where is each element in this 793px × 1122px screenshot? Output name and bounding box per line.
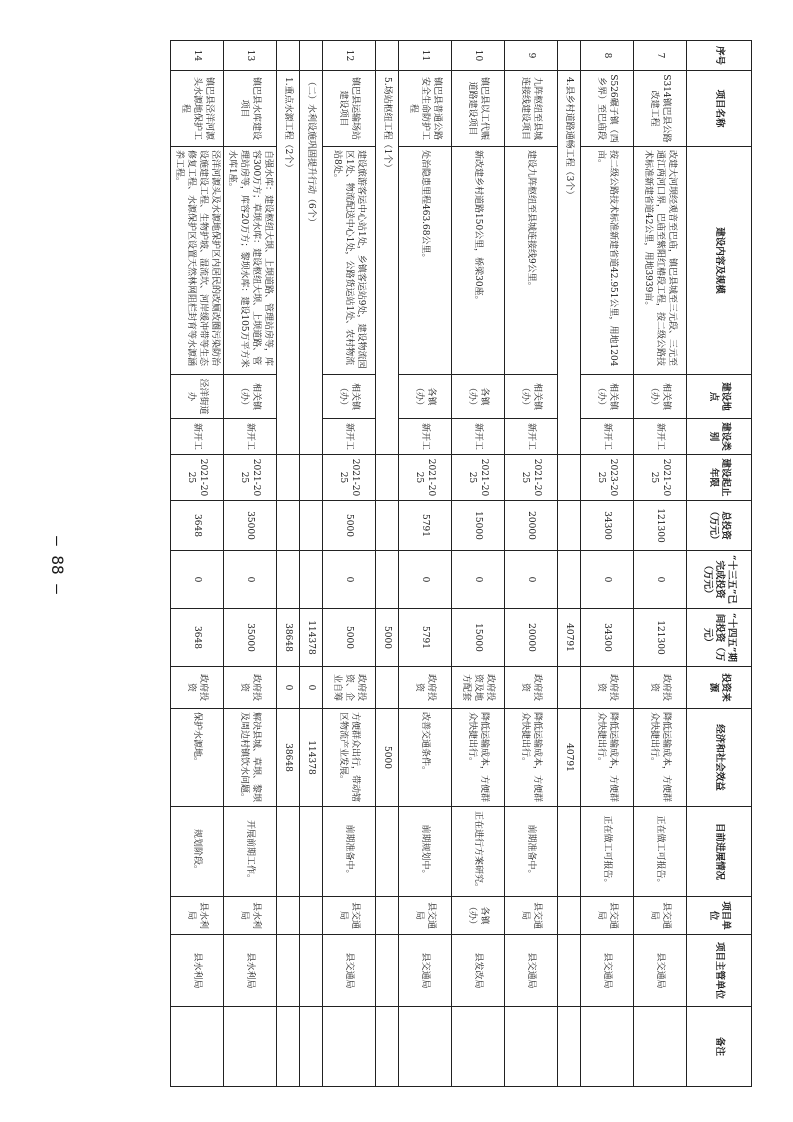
table-cell: 114378 — [300, 609, 323, 667]
table-cell: 县水利局 — [224, 897, 277, 935]
table-cell: 开展前期工作。 — [224, 807, 277, 897]
table-cell: 镇巴县运输场站建设项目 — [323, 71, 376, 147]
table-cell: 15000 — [452, 501, 505, 551]
table-cell — [558, 1007, 581, 1087]
rotated-page — [62, 40, 752, 1086]
table-cell: 35000 — [224, 501, 277, 551]
table-cell: 九阵枢纽至县城连接线建设项目 — [505, 71, 558, 147]
table-cell: 新开工 — [399, 419, 452, 455]
table-cell: 8 — [581, 41, 634, 71]
table-header-row — [687, 41, 752, 1087]
table-cell — [277, 551, 300, 609]
column-header: 项目名称 — [687, 71, 752, 147]
table-cell: 降低运输成本，方便群众快捷出行。 — [452, 709, 505, 807]
table-cell: 34300 — [581, 501, 634, 551]
table-cell: 新开工 — [323, 419, 376, 455]
table-cell — [558, 455, 581, 501]
table-cell: 15000 — [452, 609, 505, 667]
table-cell: 改善交通条件。 — [399, 709, 452, 807]
table-cell: 20000 — [505, 609, 558, 667]
table-row — [634, 41, 687, 1087]
table-row — [171, 41, 224, 1087]
table-cell — [277, 501, 300, 551]
table-cell: 泾洋河源头及水源地保护区内居民的改厕改圈污染防治设施建设工程、生物护坡、湿流坎、河岸缓冲带等生态修复工程、水源保护区设置天然林网阻栏封育等水源涵养工程。 — [171, 147, 224, 375]
table-cell: S314镇巴县公路改建工程 — [634, 71, 687, 147]
table-cell: 121300 — [634, 609, 687, 667]
table-row — [399, 41, 452, 1087]
table-cell — [505, 1007, 558, 1087]
table-cell: 县交通局 — [323, 935, 376, 1007]
table-cell: 规划阶段。 — [171, 807, 224, 897]
table-cell: 相关镇（办） — [581, 375, 634, 419]
table-cell — [300, 1007, 323, 1087]
table-cell — [300, 455, 323, 501]
table-cell: 县交通局 — [323, 897, 376, 935]
table-cell — [376, 501, 399, 551]
table-cell: 5791 — [399, 501, 452, 551]
table-cell: 10 — [452, 41, 505, 71]
table-cell: 县交通局 — [505, 935, 558, 1007]
table-cell: 35000 — [224, 609, 277, 667]
table-cell: 38648 — [277, 609, 300, 667]
table-cell — [277, 807, 300, 897]
table-cell: 降低运输成本，方便群众快捷出行。 — [581, 709, 634, 807]
table-cell: 7 — [634, 41, 687, 71]
table-cell: 13 — [224, 41, 277, 71]
table-cell — [376, 1007, 399, 1087]
table-cell: 县交通局 — [634, 897, 687, 935]
table-cell: 2021-2025 — [323, 455, 376, 501]
table-cell: 县交通局 — [634, 935, 687, 1007]
table-cell — [376, 897, 399, 935]
table-cell: 2021-2025 — [171, 455, 224, 501]
table-cell: 县水利局 — [224, 935, 277, 1007]
table-cell: 镇巴县普通公路安全生命防护工程 — [399, 71, 452, 147]
table-cell: 保护水源地。 — [171, 709, 224, 807]
table-cell: 0 — [581, 551, 634, 609]
table-cell: 新开工 — [581, 419, 634, 455]
table-cell: 0 — [224, 551, 277, 609]
table-cell: 新开工 — [171, 419, 224, 455]
column-header: 项目主管单位 — [687, 935, 752, 1007]
column-header: 序号 — [687, 41, 752, 71]
table-cell: 处治隐患里程463.68公里。 — [399, 147, 452, 375]
table-cell — [277, 455, 300, 501]
table-cell: S526碾子镇（西乡界）至巴庙段 — [581, 71, 634, 147]
table-cell: 解决县城、草坝、黎坝及周边村镇饮水问题。 — [224, 709, 277, 807]
table-cell: 县发改局 — [452, 935, 505, 1007]
table-cell: 5.场站枢纽工程（1个） — [376, 71, 399, 455]
table-cell: 前期准备中。 — [505, 807, 558, 897]
table-cell — [277, 41, 300, 71]
table-cell — [323, 1007, 376, 1087]
column-header: 建设类别 — [687, 419, 752, 455]
table-cell: 12 — [323, 41, 376, 71]
table-cell — [558, 807, 581, 897]
table-cell: 40791 — [558, 709, 581, 807]
table-cell: 相关镇（办） — [634, 375, 687, 419]
table-cell: 县交通局 — [399, 935, 452, 1007]
table-row — [505, 41, 558, 1087]
table-cell: 新开工 — [452, 419, 505, 455]
table-cell: 2021-2025 — [224, 455, 277, 501]
table-cell — [277, 1007, 300, 1087]
table-cell: 政府投资 — [224, 667, 277, 709]
table-cell — [558, 501, 581, 551]
table-cell: 0 — [634, 551, 687, 609]
column-header: 建设内容及规模 — [687, 147, 752, 375]
table-cell: 政府投资 — [399, 667, 452, 709]
section-row — [277, 41, 300, 1087]
table-cell — [558, 41, 581, 71]
column-header: 建设地点 — [687, 375, 752, 419]
table-cell: 5791 — [399, 609, 452, 667]
table-cell: 各镇（办） — [452, 375, 505, 419]
table-cell — [224, 1007, 277, 1087]
table-cell — [300, 41, 323, 71]
table-cell: 自强水库：建设枢纽大坝、上坝道路、管理站房等，库容300万方；草坝水库：建设枢纽大坝、上坝道路、管理站房等，库容20万方；黎坝水库：建设105万平方米水库1座。 — [224, 147, 277, 375]
table-cell: 0 — [399, 551, 452, 609]
table-cell: 建设旅游客运中心站1处，乡镇客运站9处，建设物流园区1处、物流配送中心1处，公路货运站1处、农村物流站8处。 — [323, 147, 376, 375]
table-cell: 5000 — [323, 501, 376, 551]
table-cell — [300, 551, 323, 609]
table-cell — [300, 897, 323, 935]
table-cell: 5000 — [376, 709, 399, 807]
table-cell: 正在做工可报告。 — [634, 807, 687, 897]
table-cell: 相关镇（办） — [505, 375, 558, 419]
table-cell — [376, 455, 399, 501]
table-cell — [376, 667, 399, 709]
table-cell: 0 — [171, 551, 224, 609]
table-cell: 县交通局 — [399, 897, 452, 935]
table-cell — [399, 1007, 452, 1087]
table-cell: 0 — [300, 667, 323, 709]
table-row — [581, 41, 634, 1087]
table-cell — [452, 1007, 505, 1087]
table-cell: 20000 — [505, 501, 558, 551]
column-header: 建设起止年限 — [687, 455, 752, 501]
table-cell: 0 — [277, 667, 300, 709]
table-cell: 镇巴县水库建设项目 — [224, 71, 277, 147]
column-header: 总投资（万元） — [687, 501, 752, 551]
table-cell: 县交通局 — [505, 897, 558, 935]
table-cell — [277, 897, 300, 935]
table-cell — [376, 807, 399, 897]
table-cell: 正在进行方案研究。 — [452, 807, 505, 897]
table-cell: 4.县乡村道路通畅工程（3个） — [558, 71, 581, 455]
section-row — [376, 41, 399, 1087]
table-cell: 新开工 — [224, 419, 277, 455]
table-cell — [300, 807, 323, 897]
table-body — [171, 41, 687, 1087]
column-header: “十三五”已完成投资（万元） — [687, 551, 752, 609]
table-row — [323, 41, 376, 1087]
table-cell: 0 — [323, 551, 376, 609]
table-cell: 泾洋街道办 — [171, 375, 224, 419]
table-cell — [581, 1007, 634, 1087]
table-cell — [171, 1007, 224, 1087]
table-cell: 前期准备中。 — [323, 807, 376, 897]
table-cell — [376, 551, 399, 609]
table-cell: 政府投资 — [505, 667, 558, 709]
table-cell: 镇巴县泾洋河源头水源地保护工程 — [171, 71, 224, 147]
table-cell: 2021-2025 — [399, 455, 452, 501]
table-cell: 114378 — [300, 709, 323, 807]
table-row — [224, 41, 277, 1087]
table-cell: 建设九阵枢纽至县城连接线9公里。 — [505, 147, 558, 375]
table-cell: 政府投资 — [171, 667, 224, 709]
table-cell: 3648 — [171, 609, 224, 667]
table-cell: 各镇（办） — [399, 375, 452, 419]
table-cell: 县交通局 — [581, 897, 634, 935]
table-cell: 2021-2025 — [452, 455, 505, 501]
table-cell: 0 — [452, 551, 505, 609]
table-cell: 县水利局 — [171, 897, 224, 935]
table-cell — [376, 935, 399, 1007]
table-cell: 各镇（办） — [452, 897, 505, 935]
table-cell: 0 — [505, 551, 558, 609]
column-header: “十四五”期间投资（万元） — [687, 609, 752, 667]
table-cell: 改建大河坝经观音至巴庙，镇巴县城至三元段、三元至通江两河口界，巴庙至紫阳红椿段工程，按二级公路技术标准新建省道42公里，用地3939亩。 — [634, 147, 687, 375]
table-cell: 40791 — [558, 609, 581, 667]
table-cell: 县水利局 — [171, 935, 224, 1007]
table-cell: 9 — [505, 41, 558, 71]
table-cell: 政府投资 — [581, 667, 634, 709]
table-cell — [376, 41, 399, 71]
column-header: 投资来源 — [687, 667, 752, 709]
column-header: 项目单位 — [687, 897, 752, 935]
table-cell: 2021-2025 — [634, 455, 687, 501]
table-cell — [558, 551, 581, 609]
table-cell: 14 — [171, 41, 224, 71]
table-cell: 34300 — [581, 609, 634, 667]
table-cell: 5000 — [323, 609, 376, 667]
table-cell: 政府投资 — [634, 667, 687, 709]
project-table — [170, 40, 752, 1087]
table-cell: 相关镇（办） — [224, 375, 277, 419]
table-cell: 正在做工可报告。 — [581, 807, 634, 897]
table-cell: 按二级公路技术标准新建省道42.951公里，用地1204亩。 — [581, 147, 634, 375]
table-cell: 降低运输成本，方便群众快捷出行。 — [634, 709, 687, 807]
table-cell — [558, 897, 581, 935]
table-cell — [634, 1007, 687, 1087]
table-cell: 5000 — [376, 609, 399, 667]
table-cell — [300, 501, 323, 551]
table-cell: 政府投资、企业自筹 — [323, 667, 376, 709]
table-cell: 11 — [399, 41, 452, 71]
table-cell: 1.重点水源工程（2个） — [277, 71, 300, 455]
column-header: 备注 — [687, 1007, 752, 1087]
table-cell: 2021-2025 — [505, 455, 558, 501]
table-cell — [300, 935, 323, 1007]
table-cell — [277, 935, 300, 1007]
column-header: 目前进展情况 — [687, 807, 752, 897]
table-cell: 3648 — [171, 501, 224, 551]
table-row — [452, 41, 505, 1087]
table-cell: 政府投资及地方配套 — [452, 667, 505, 709]
table-cell: 新开工 — [634, 419, 687, 455]
page-number: — 88 — — [48, 536, 68, 594]
table-cell: 方便群众出行，带动辖区物流产业发展。 — [323, 709, 376, 807]
column-header: 经济和社会效益 — [687, 709, 752, 807]
section-row — [558, 41, 581, 1087]
table-cell: 121300 — [634, 501, 687, 551]
table-cell: （二）水利设施巩固提升行动（6个） — [300, 71, 323, 455]
table-cell: 新改建乡村道路150公里，桥梁30座。 — [452, 147, 505, 375]
table-cell: 2023-2025 — [581, 455, 634, 501]
section-row — [300, 41, 323, 1087]
table-cell: 新开工 — [505, 419, 558, 455]
table-cell — [558, 935, 581, 1007]
table-cell: 前期规划中。 — [399, 807, 452, 897]
table-cell — [558, 667, 581, 709]
table-cell: 镇巴县以工代赈道路建设项目 — [452, 71, 505, 147]
table-cell: 38648 — [277, 709, 300, 807]
table-cell: 相关镇（办） — [323, 375, 376, 419]
table-cell: 降低运输成本，方便群众快捷出行。 — [505, 709, 558, 807]
table-cell: 县交通局 — [581, 935, 634, 1007]
